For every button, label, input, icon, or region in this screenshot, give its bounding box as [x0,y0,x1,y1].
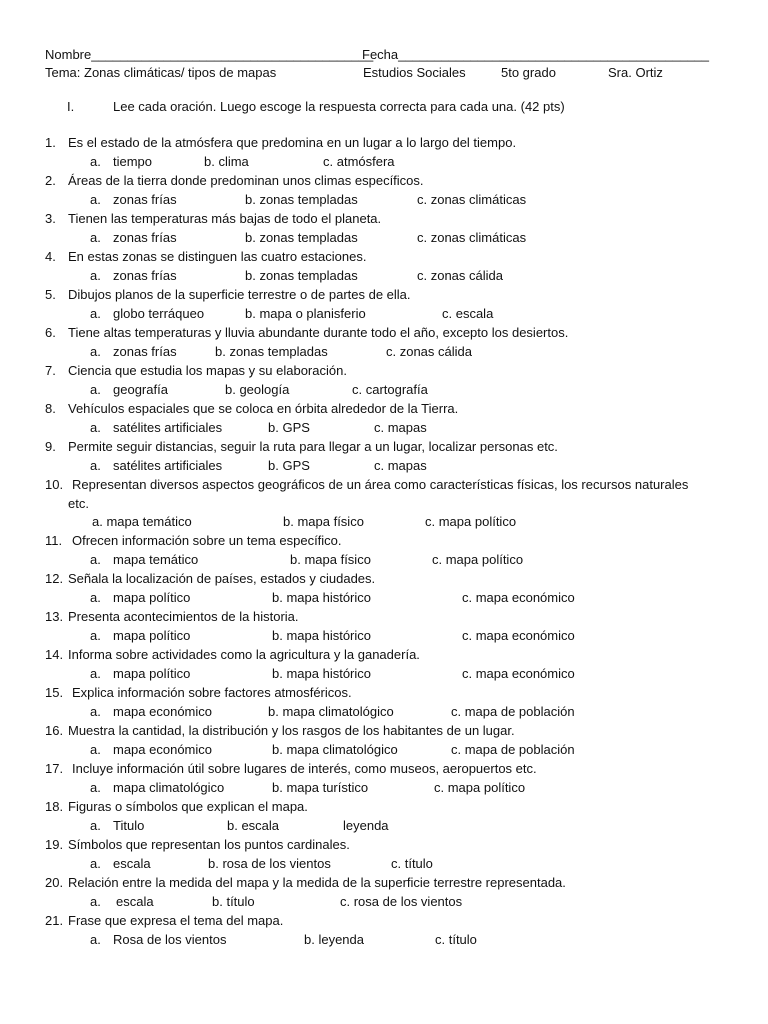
option-a[interactable]: mapa económico [113,704,212,719]
question-number: 18. [45,799,64,814]
question-text: Ofrecen información sobre un tema específico. [72,533,342,548]
option-a-letter: a. [90,192,101,207]
option-c[interactable]: c. zonas cálida [417,268,503,283]
option-a-letter: a. [90,230,101,245]
option-c[interactable]: c. rosa de los vientos [340,894,463,909]
option-c[interactable]: c. cartografía [352,382,428,397]
option-a-letter: a. [90,154,101,169]
subject-label: Estudios Sociales [363,65,466,80]
option-a-letter: a. [90,268,101,283]
option-a[interactable]: zonas frías [113,268,177,283]
option-b[interactable]: b. zonas templadas [245,268,358,283]
question-number: 3. [45,211,56,226]
question-number: 12. [45,571,64,586]
question-text: Informa sobre actividades como la agricultura y la ganadería. [68,647,420,662]
question-number: 13. [45,609,64,624]
option-c[interactable]: leyenda [343,818,389,833]
option-a[interactable]: mapa económico [113,742,212,757]
option-a[interactable]: globo terráqueo [113,306,205,321]
option-a[interactable]: satélites artificiales [113,458,223,473]
section-instructions: Lee cada oración. Luego escoge la respuesta correcta para cada una. (42 pts) [113,99,565,114]
question-text: Presenta acontecimientos de la historia. [68,609,299,624]
option-a-letter: a. [90,894,101,909]
option-b[interactable]: b. mapa histórico [272,666,371,681]
option-a-letter: a. [90,780,101,795]
question-text: Dibujos planos de la superficie terrestre o de partes de ella. [68,287,411,302]
option-b[interactable]: b. zonas templadas [245,230,358,245]
option-b[interactable]: b. mapa climatológico [272,742,398,757]
option-a-letter: a. [90,628,101,643]
option-a[interactable]: zonas frías [113,230,177,245]
option-b[interactable]: b. mapa físico [290,552,371,567]
option-a[interactable]: mapa político [113,590,191,605]
option-c[interactable]: c. escala [442,306,494,321]
option-b[interactable]: b. GPS [268,420,310,435]
question-number: 21. [45,913,64,928]
option-a[interactable]: mapa climatológico [113,780,225,795]
option-c[interactable]: c. mapa económico [462,628,575,643]
option-c[interactable]: c. mapa económico [462,590,575,605]
question-text: Señala la localización de países, estados y ciudades. [68,571,376,586]
option-a[interactable]: a. mapa temático [92,514,192,529]
option-c[interactable]: c. mapas [374,458,427,473]
option-a-letter: a. [90,458,101,473]
question-number: 20. [45,875,64,890]
option-a[interactable]: Titulo [113,818,145,833]
option-a[interactable]: Rosa de los vientos [113,932,227,947]
option-b[interactable]: b. zonas templadas [245,192,358,207]
option-a[interactable]: escala [113,856,151,871]
question-text: Vehículos espaciales que se coloca en órbita alrededor de la Tierra. [68,401,459,416]
question-number: 11. [45,533,63,548]
option-c[interactable]: c. mapa de población [451,742,575,757]
option-a[interactable]: tiempo [113,154,153,169]
option-a-letter: a. [90,818,101,833]
option-b[interactable]: b. geología [225,382,290,397]
question-text: Símbolos que representan los puntos cardinales. [68,837,350,852]
option-c[interactable]: c. mapas [374,420,427,435]
question-text: Ciencia que estudia los mapas y su elaboración. [68,363,347,378]
teacher-label: Sra. Ortiz [608,65,663,80]
grade-label: 5to grado [501,65,556,80]
option-b[interactable]: b. GPS [268,458,310,473]
option-b[interactable]: b. leyenda [304,932,364,947]
question-text: En estas zonas se distinguen las cuatro estaciones. [68,249,367,264]
question-number: 15. [45,685,64,700]
option-a[interactable]: escala [116,894,154,909]
option-a-letter: a. [90,932,101,947]
option-c[interactable]: c. zonas climáticas [417,192,527,207]
option-b[interactable]: b. mapa histórico [272,628,371,643]
option-b[interactable]: b. mapa turístico [272,780,369,795]
option-b[interactable]: b. mapa o planisferio [245,306,366,321]
option-c[interactable]: c. atmósfera [323,154,395,169]
option-a[interactable]: zonas frías [113,344,177,359]
question-number: 5. [45,287,56,302]
question-text: Muestra la cantidad, la distribución y los rasgos de los habitantes de un lugar. [68,723,515,738]
option-a[interactable]: zonas frías [113,192,177,207]
option-b[interactable]: b. mapa climatológico [268,704,394,719]
option-b[interactable]: b. mapa físico [283,514,364,529]
option-c[interactable]: c. mapa político [434,780,526,795]
option-a-letter: a. [90,552,101,567]
option-b[interactable]: b. rosa de los vientos [208,856,331,871]
option-c[interactable]: c. título [391,856,433,871]
option-b[interactable]: b. clima [204,154,249,169]
option-a-letter: a. [90,344,101,359]
question-text: Representan diversos aspectos geográficos de un área como características físicas, los recursos naturales [72,477,689,492]
option-a-letter: a. [90,704,101,719]
option-c[interactable]: c. título [435,932,477,947]
option-a-letter: a. [90,590,101,605]
option-a[interactable]: mapa temático [113,552,199,567]
question-number: 8. [45,401,56,416]
question-text: Figuras o símbolos que explican el mapa. [68,799,308,814]
option-c[interactable]: c. mapa de población [451,704,575,719]
section-numeral: I. [67,99,75,114]
option-a[interactable]: satélites artificiales [113,420,223,435]
question-number: 4. [45,249,56,264]
question-text: Es el estado de la atmósfera que predomina en un lugar a lo largo del tiempo. [68,135,517,150]
option-b[interactable]: b. zonas templadas [215,344,328,359]
question-number: 19. [45,837,64,852]
question-text: Tiene altas temperaturas y lluvia abundante durante todo el año, excepto los desiertos. [68,325,569,340]
question-number: 2. [45,173,56,188]
option-c[interactable]: c. mapa político [432,552,524,567]
option-a-letter: a. [90,742,101,757]
question-text: Incluye información útil sobre lugares de interés, como museos, aeropuertos etc. [72,761,537,776]
question-text: Permite seguir distancias, seguir la ruta para llegar a un lugar, localizar personas etc. [68,439,558,454]
question-number: 17. [45,761,64,776]
question-number: 7. [45,363,56,378]
option-a-letter: a. [90,856,101,871]
option-a-letter: a. [90,420,101,435]
question-number: 6. [45,325,56,340]
question-text: Relación entre la medida del mapa y la medida de la superficie terrestre representada. [68,875,566,890]
question-text: Frase que expresa el tema del mapa. [68,913,284,928]
option-a-letter: a. [90,666,101,681]
option-c[interactable]: c. zonas cálida [386,344,472,359]
option-a[interactable]: geografía [113,382,168,397]
question-text: Explica información sobre factores atmosféricos. [72,685,352,700]
option-c[interactable]: c. zonas climáticas [417,230,527,245]
question-text-continued: etc. [68,496,89,511]
option-a-letter: a. [90,382,101,397]
question-number: 16. [45,723,64,738]
question-number: 10. [45,477,64,492]
option-a-letter: a. [90,306,101,321]
date-field[interactable]: Fecha___________________________________________ [362,47,710,62]
question-text: Áreas de la tierra donde predominan unos climas específicos. [68,173,424,188]
option-b[interactable]: b. título [212,894,255,909]
question-text: Tienen las temperaturas más bajas de todo el planeta. [68,211,382,226]
question-number: 14. [45,647,64,662]
option-c[interactable]: c. mapa económico [462,666,575,681]
option-a[interactable]: mapa político [113,628,191,643]
option-a[interactable]: mapa político [113,666,191,681]
topic-label: Tema: Zonas climáticas/ tipos de mapas [45,65,277,80]
option-b[interactable]: b. mapa histórico [272,590,371,605]
name-field[interactable]: Nombre_______________________________________ [45,47,374,62]
question-number: 9. [45,439,56,454]
option-b[interactable]: b. escala [227,818,280,833]
question-number: 1. [45,135,56,150]
option-c[interactable]: c. mapa político [425,514,517,529]
